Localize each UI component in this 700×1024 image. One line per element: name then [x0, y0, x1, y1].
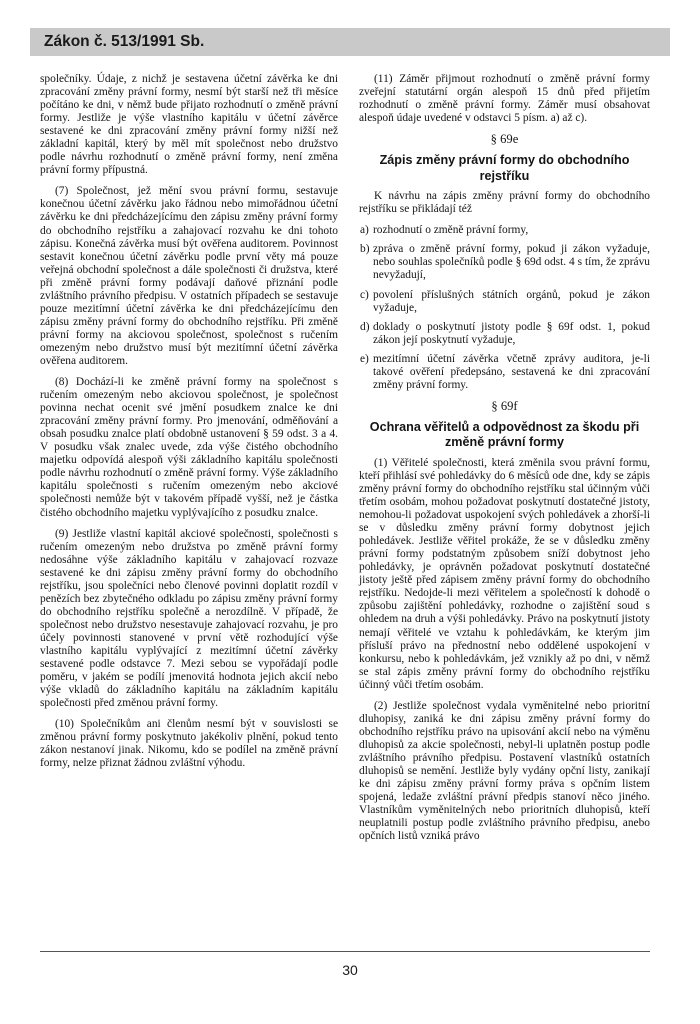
list-marker: a)	[360, 224, 369, 237]
section-69e-list	[359, 224, 650, 392]
list-marker: d)	[360, 320, 370, 333]
paragraph-10: (10) Společníkům ani členům nesmí být v souvislosti se změnou právní formy poskytnuto jakékoliv plnění, pokud tento zákon nestanoví jinak. Nikomu, kdo se podílel na změně právní formy, nelze přiznat žádnou zvláštní výhodu.	[40, 718, 338, 770]
page-number: 30	[342, 962, 358, 978]
paragraph-11: (11) Záměr přijmout rozhodnutí o změně právní formy zveřejní statutární orgán alespoň 15 dnů před přijetím rozhodnutí o změně právní formy. Záměr musí obsahovat alespoň údaje uvedené v odstavci 5 písm. a) až c).	[359, 73, 650, 125]
left-column	[40, 73, 338, 778]
section-title-69e: Zápis změny právní formy do obchodního rejstříku	[379, 153, 630, 183]
paragraph-9: (9) Jestliže vlastní kapitál akciové společnosti, společnosti s ručením omezeným nebo družstva po změně právní formy nedosáhne výše základního kapitálu v zahajovací rozvaze sestavené ke dni zápisu změny právní formy do obchodního rejstříku, jsou společníci nebo členové povinni doplatit rozdíl v penězích bez zbytečného odkladu po zápisu změny právní formy do obchodního rejstříku společně a nerozdílně. V případě, že společnost nebo družstvo nesestavuje zahajovací rozvahu, je pro účely povinnosti stanovené v první větě rozhodující výše vlastního kapitálu vyplývající z mezitímní účetní závěrky sestavené podle odstavce 7. Mezi sebou se vypořádají podle poměru, v jakém se podílí jmenovitá hodnota jejich akcií nebo výše vkladů do základního kapitálu na základním kapitálu společnosti před změnou právní formy.	[40, 527, 338, 710]
section-number-69e: § 69e	[490, 132, 519, 147]
list-item-text: mezitímní účetní závěrka včetně zprávy auditora, je-li takové ověření předepsáno, sestavená ke dni zpracování změny právní formy.	[373, 352, 650, 391]
list-marker: c)	[360, 288, 369, 301]
header-title: Zákon č. 513/1991 Sb.	[44, 33, 205, 50]
paragraph-7: (7) Společnost, jež mění svou právní formu, sestavuje konečnou účetní závěrku jako řádnou nebo mimořádnou účetní závěrku ke dni předcházejícímu den zápisu změny právní formy do obchodního rejstříku a zahajovací rozvahu ke dni tohoto zápisu. Konečná závěrka musí být ověřena auditorem. Povinnost sestavit konečnou účetní závěrku podle první věty má pouze veřejná obchodní společnost a dále společnosti či družstva, které při změně právní formy podávají daňové přiznání podle zvláštního právního předpisu. V ostatních případech se sestavuje pouze mezitímní účetní závěrka ke dni předcházejícímu den zápisu změny právní formy do obchodního rejstříku. Při změně právní formy na akciovou společnost, společnost s ručením omezeným nebo družstvo musí být mezitímní účetní závěrka ověřena auditorem.	[40, 185, 338, 367]
list-item	[359, 353, 650, 392]
list-item-text: zpráva o změně právní formy, pokud ji zákon vyžaduje, nebo souhlas společníků podle § 69d odst. 4 s tím, že zprávu nevyžadují,	[373, 243, 650, 282]
paragraph-continued: společníky. Údaje, z nichž je sestavena účetní závěrka ke dni zpracování změny právní formy, nesmí být starší než tři měsíce počítáno ke dni, v němž bude přijato rozhodnutí o změně právní formy. Jestliže je výše vlastního kapitálu v účetní závěrce sestavené ke dni zpracování změny právní formy nižší než základní kapitál, který by měl mít společnost nebo družstvo podle návrhu rozhodnutí o změně právní formy, není změna právní formy přípustná.	[40, 73, 338, 177]
running-header	[30, 28, 670, 56]
list-item	[359, 289, 650, 315]
section-title-69f: Ochrana věřitelů a odpovědnost za škodu při změně právní formy	[369, 419, 640, 450]
section-69f-paragraph-2: (2) Jestliže společnost vydala vyměnitelné nebo prioritní dluhopisy, zaniká ke dni zápisu změny právní formy do obchodního rejstříku právo na upisování akcií nebo na výměnu dluhopisů za akcie společnosti, nebyl-li uplatněn postup podle zvláštního právního předpisu. Postavení vlastníků ostatních dluhopisů se nemění. Jestliže byly vydány opční listy, zanikají ke dni zápisu změny právní formy práva s opčním listem spojená, ledaže zvláštní právní předpis stanoví něco jiného. Vlastníkům vyměnitelných nebo prioritních dluhopisů, kteří neuplatnili postup podle zvláštního právního předpisu, anebo opčních listů vzniká právo	[359, 699, 650, 843]
list-item	[359, 224, 650, 237]
list-marker: e)	[360, 352, 369, 365]
right-column	[359, 73, 650, 851]
list-item	[359, 243, 650, 282]
list-item	[359, 321, 650, 347]
list-item-text: rozhodnutí o změně právní formy,	[373, 224, 529, 237]
section-69f-paragraph-1: (1) Věřitelé společnosti, která změnila svou právní formu, kteří přihlásí své pohledávky do 6 měsíců ode dne, kdy se zápis změny právní formy do obchodního rejstříku stal účinným vůči třetím osobám, mohou požadovat poskytnutí dostatečné jistoty, nemohou-li požadovat uspokojení svých pohledávek a zhorší-li se v důsledku změny právní formy dobytnost jejich pohledávek. Jestliže věřitel prokáže, že se v důsledku změny právní formy podstatným způsobem sníží dobytnost jeho pohledávky, je oprávněn požadovat poskytnutí dostatečné jistoty ještě před zápisem změny právní formy do obchodního rejstříku. Nedojde-li mezi věřitelem a společností k dohodě o způsobu zajištění pohledávky, rozhodne o zajištění soud s ohledem na druh a výši pohledávky. Právo na poskytnutí jistoty nemají věřitelé ve vztahu k pohledávkám, ke kterým jim přísluší právo na přednostní nebo oddělené uspokojení v konkursu, nebo k pohledávkám, jež vznikly až po dni, v němž se stal zápis změny právní formy do obchodního rejstříku účinný vůči třetím osobám.	[359, 456, 650, 691]
list-item-text: povolení příslušných státních orgánů, pokud je zákon vyžaduje,	[373, 288, 650, 314]
section-number-69f: § 69f	[491, 398, 518, 413]
list-item-text: doklady o poskytnutí jistoty podle § 69f odst. 1, pokud zákon její poskytnutí vyžaduje,	[373, 320, 650, 346]
paragraph-8: (8) Dochází-li ke změně právní formy na společnost s ručením omezeným nebo akciovou společnost, je společnost povinna nechat ocenit své jmění posudkem znalce ke dni zpracování změny právní formy. Pro jmenování, odměňování a obsah posudku znalce platí obdobně ustanovení § 59 odst. 3 a 4. V posudku však znalec uvede, zda výše čistého obchodního majetku odpovídá alespoň výši základního kapitálu společnosti podle návrhu rozhodnutí o změně právní formy. Výše základního kapitálu společnosti s ručením omezeným nebo akciové společnosti nemůže být v takovém případě vyšší, než je částka čistého obchodního majetku vyplývajícího z posudku znalce.	[40, 376, 338, 519]
list-marker: b)	[360, 243, 370, 256]
section-69e-intro: K návrhu na zápis změny právní formy do obchodního rejstříku se přikládají též	[359, 190, 650, 216]
footer-rule	[40, 951, 650, 952]
